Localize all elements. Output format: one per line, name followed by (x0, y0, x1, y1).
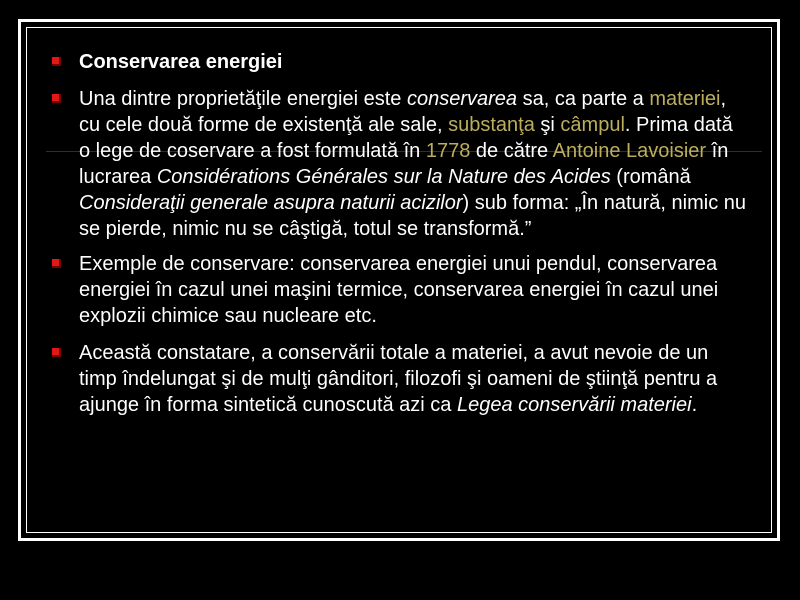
link-materiei[interactable]: materiei (649, 88, 721, 110)
text-run: . (691, 394, 698, 416)
slide-content (48, 49, 748, 429)
text-run: . Prima dată o lege de coservare a fost formulată în (79, 114, 733, 162)
bullet-item-definition (48, 86, 748, 242)
link-campul[interactable]: câmpul (560, 114, 625, 136)
italic-text: Consideraţii generale asupra naturii acizilor (79, 192, 463, 214)
text-run: sa, ca parte a (517, 88, 650, 110)
italic-text: Legea conservării materiei (457, 394, 692, 416)
bullet-item-title (48, 49, 748, 75)
examples-text: Exemple de conservare: conservarea energiei unui pendul, conservarea energiei în cazul unei maşini termice, conservarea energiei în cazul unei explozii chimice sau nucleare etc. (79, 253, 719, 327)
link-antoine-lavoisier[interactable]: Antoine Lavoisier (552, 140, 707, 162)
text-run: de către (470, 140, 553, 162)
link-1778[interactable]: 1778 (425, 140, 471, 162)
text-run: şi (534, 114, 561, 136)
link-substanta[interactable]: substanţa (448, 114, 535, 136)
text-run: ) sub forma: „În natură, nimic nu se pierde, nimic nu se câştigă, totul se transformă.” (79, 192, 746, 240)
square-bullet-icon (52, 348, 61, 357)
square-bullet-icon (52, 57, 61, 66)
square-bullet-icon (52, 259, 61, 268)
slide-title: Conservarea energiei (79, 51, 283, 73)
text-run: (română (610, 166, 691, 188)
square-bullet-icon (52, 94, 61, 103)
italic-text: Considérations Générales sur la Nature des Acides (156, 166, 611, 188)
text-run: Una dintre proprietăţile energiei este (79, 88, 407, 110)
text-run: , cu cele două forme de existenţă ale sale, (79, 88, 727, 136)
italic-text: conservarea (406, 88, 518, 110)
bullet-item-conclusion (48, 340, 748, 418)
text-run: Această constatare, a conservării totale a materiei, a avut nevoie de un timp îndelungat şi de mulţi gânditori, filozofi şi oameni de ştiinţă pentru a ajunge în forma sintetică cunoscută azi ca (79, 342, 718, 416)
bullet-item-examples (48, 251, 748, 329)
text-run: în lucrarea (79, 140, 729, 188)
